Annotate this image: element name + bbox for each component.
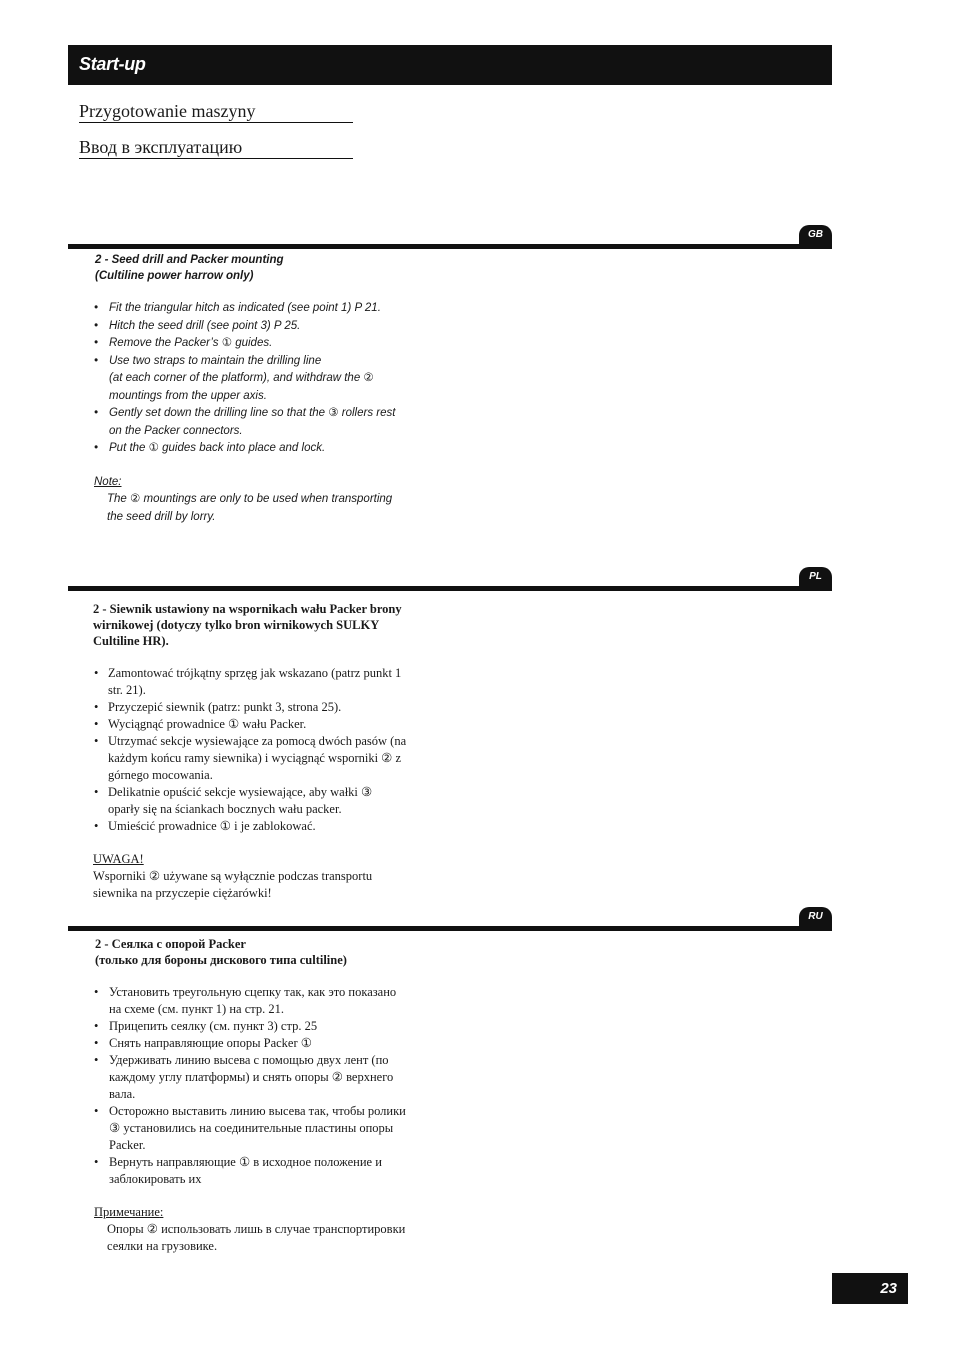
bullet: • [94, 666, 99, 680]
item-text: Use two straps to maintain the drilling line (at each corner of the platform), and withdraw the ② mountings from the upper axis. [109, 354, 374, 402]
list-item [93, 335, 423, 353]
language-badge-ru: RU [799, 907, 832, 927]
instruction-list [93, 300, 423, 458]
list-item [93, 1103, 423, 1154]
list-item [93, 665, 423, 699]
instruction-list [93, 665, 423, 835]
item-text: Установить треугольную сцепку так, как это показано на схеме (см. пункт 1) на стр. 21. [109, 985, 397, 1016]
header-bar [68, 45, 832, 85]
item-text: Przyczepić siewnik (patrz: punkt 3, strona 25). [108, 700, 342, 714]
bullet: • [94, 302, 99, 314]
bullet: • [94, 1155, 99, 1169]
note-text: Опоры ② использовать лишь в случае транспортировки сеялки на грузовике. [107, 1222, 406, 1253]
instruction-list [93, 984, 423, 1188]
note-text: The ② mountings are only to be used when transporting the seed drill by lorry. [107, 493, 393, 523]
list-item [93, 716, 423, 733]
bullet: • [94, 442, 99, 454]
item-text: Remove the Packer’s ① guides. [109, 337, 273, 349]
list-item [93, 318, 423, 336]
list-item [93, 984, 423, 1018]
list-item [93, 818, 423, 835]
language-badge-gb: GB [799, 225, 832, 245]
note-label-text: Примечание [94, 1205, 160, 1219]
bullet: • [94, 354, 99, 367]
item-text: Снять направляющие опоры Packer ① [109, 1036, 312, 1050]
section-title: 2 - Seed drill and Packer mounting (Cultiline power harrow only) [95, 254, 284, 282]
bullet: • [94, 819, 99, 833]
bullet: • [94, 407, 99, 419]
item-text: Umieścić prowadnice ① i je zablokować. [108, 819, 316, 833]
item-text: Fit the triangular hitch as indicated (see point 1) P 21. [109, 302, 381, 314]
note-label-suffix: ! [139, 852, 144, 866]
list-item [93, 405, 423, 440]
section-gb [93, 253, 423, 526]
list-item [93, 1035, 423, 1052]
item-text: Delikatnie opuścić sekcje wysiewające, aby wałki ③ oparły się na ściankach bocznych wału packer. [108, 785, 373, 816]
note-label [94, 474, 423, 492]
list-item [93, 699, 423, 716]
list-item [93, 440, 423, 458]
note-label-text: UWAGA [93, 852, 140, 866]
note-label-suffix: : [159, 1205, 164, 1219]
bullet: • [94, 734, 99, 748]
section-divider-pl [68, 586, 832, 591]
page-number: 23 [832, 1273, 908, 1304]
list-item [93, 353, 423, 406]
section-divider-ru [68, 926, 832, 931]
subtitle-polish: Przygotowanie maszyny [79, 101, 353, 123]
section-divider-gb [68, 244, 832, 249]
list-item [93, 733, 423, 784]
item-text: Wyciągnąć prowadnice ① wału Packer. [108, 717, 307, 731]
bullet: • [94, 717, 99, 731]
bullet: • [94, 1019, 99, 1033]
bullet: • [94, 785, 99, 799]
bullet: • [94, 1036, 99, 1050]
bullet: • [94, 1053, 99, 1067]
section-title: 2 - Siewnik ustawiony na wspornikach wału Packer brony wirnikowej (dotyczy tylko bron wirnikowych SULKY Cultiline HR). [93, 602, 402, 648]
list-item [93, 1052, 423, 1103]
list-item [93, 1154, 423, 1188]
bullet: • [94, 319, 99, 332]
list-item [93, 300, 423, 318]
subtitle-russian: Ввод в эксплуатацию [79, 137, 353, 159]
section-pl [93, 601, 423, 902]
item-text: Осторожно выставить линию высева так, чтобы ролики ③ установились на соединительные пластины опоры Packer. [109, 1104, 406, 1152]
section-ru [93, 936, 423, 1255]
item-text: Gently set down the drilling line so that the ③ rollers rest on the Packer connectors. [109, 407, 396, 437]
item-text: Utrzymać sekcje wysiewające za pomocą dwóch pasów (na każdym końcu ramy siewnika) i wyciągnąć wsporniki ② z górnego mocowania. [108, 734, 407, 782]
note-text: Wsporniki ② używane są wyłącznie podczas transportu siewnika na przyczepie ciężarówki! [93, 869, 373, 900]
list-item [93, 1018, 423, 1035]
bullet: • [94, 985, 99, 999]
section-title: 2 - Сеялка с опорой Packer (только для бороны дискового типа cultiline) [95, 937, 347, 967]
item-text: Прицепить сеялку (см. пункт 3) стр. 25 [109, 1019, 318, 1033]
page-title: Start-up [79, 54, 146, 74]
bullet: • [94, 700, 99, 714]
language-badge-pl: PL [799, 567, 832, 587]
list-item [93, 784, 423, 818]
bullet: • [94, 337, 99, 349]
item-text: Вернуть направляющие ① в исходное положение и заблокировать их [109, 1155, 382, 1186]
note-label [93, 851, 423, 868]
item-text: Put the ① guides back into place and lock. [109, 442, 326, 454]
note-label-text: Note: [94, 475, 122, 488]
item-text: Zamontować trójkątny sprzęg jak wskazano (patrz punkt 1 str. 21). [108, 666, 402, 697]
note-label [94, 1204, 423, 1221]
item-text: Удерживать линию высева с помощью двух лент (по каждому углу платформы) и снять опоры ② верхнего вала. [109, 1053, 394, 1101]
item-text: Hitch the seed drill (see point 3) P 25. [109, 319, 301, 332]
bullet: • [94, 1104, 99, 1118]
